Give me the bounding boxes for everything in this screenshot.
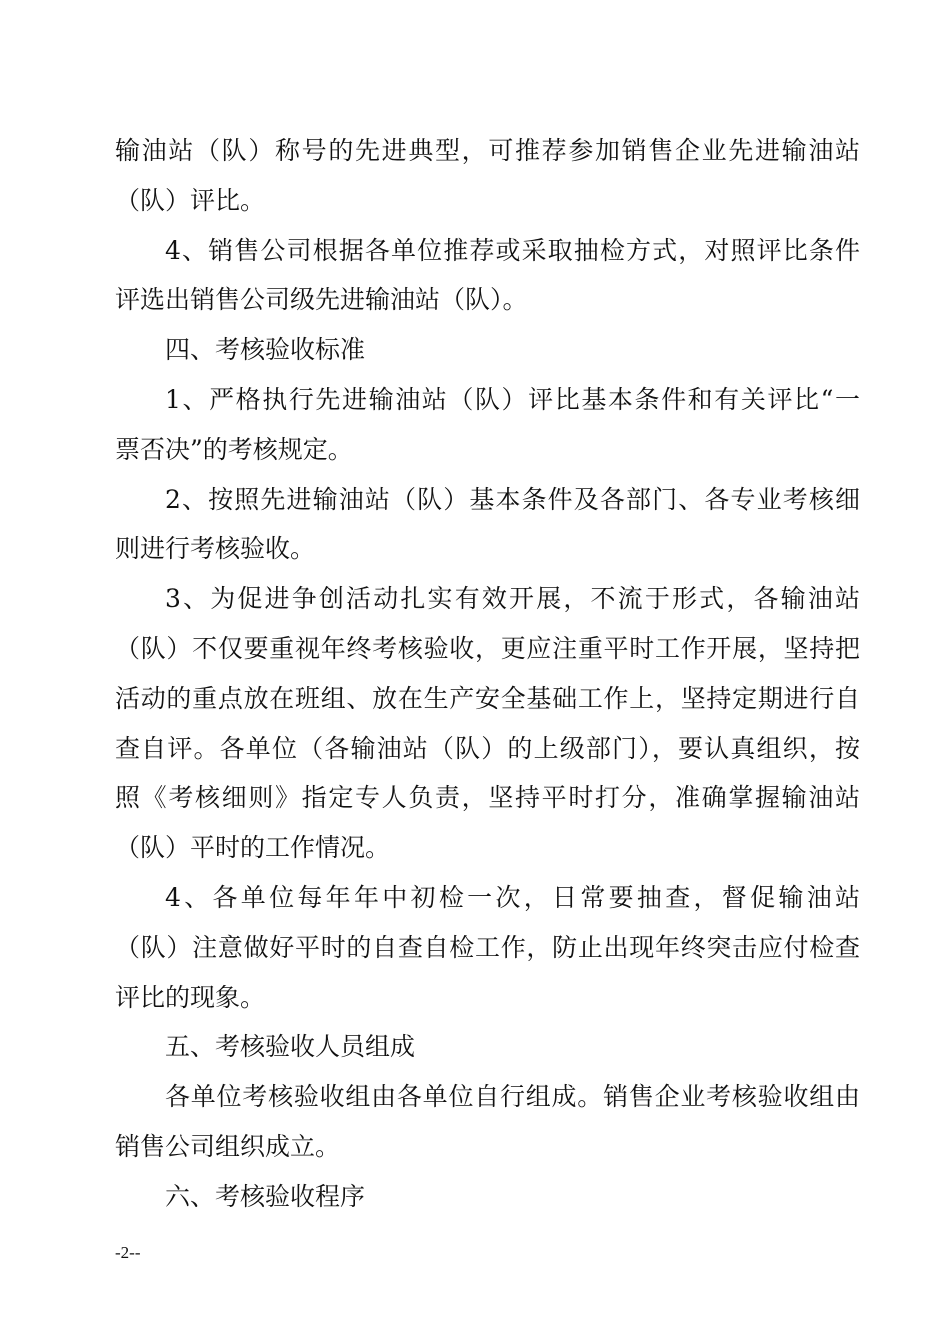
body-text <box>115 126 860 1222</box>
paragraph-line: 输油站（队）称号的先进典型，可推荐参加销售企业先进输油站 <box>115 136 860 165</box>
paragraph-line: （队）评比。 <box>115 185 266 215</box>
paragraph-line: 照《考核细则》指定专人负责，坚持平时打分，准确掌握输油站 <box>115 783 860 813</box>
paragraph-line: 3、为促进争创活动扎实有效开展，不流于形式，各输油站 <box>165 584 860 614</box>
section-heading: 四、考核验收标准 <box>165 335 366 365</box>
paragraph-line: 评选出销售公司级先进输油站（队）。 <box>115 285 528 315</box>
page-number: -2-- <box>115 1243 141 1262</box>
paragraph-line: 则进行考核验收。 <box>115 534 316 564</box>
paragraph-line: 票否决”的考核规定。 <box>115 434 353 464</box>
paragraph-line: （队）不仅要重视年终考核验收，更应注重平时工作开展，坚持把 <box>115 633 860 663</box>
paragraph-line: （队）平时的工作情况。 <box>115 833 391 863</box>
paragraph-line: 查自评。各单位（各输油站（队）的上级部门），要认真组织，按 <box>115 733 860 763</box>
section-heading: 六、考核验收程序 <box>165 1181 366 1211</box>
paragraph-line: 销售公司组织成立。 <box>115 1131 341 1161</box>
paragraph-line: 4、各单位每年年中初检一次，日常要抽查，督促输油站 <box>165 882 860 912</box>
paragraph-line: 4、销售公司根据各单位推荐或采取抽检方式，对照评比条件 <box>165 235 860 265</box>
paragraph-line: 各单位考核验收组由各单位自行组成。销售企业考核验收组由 <box>165 1082 860 1112</box>
paragraph-line: 评比的现象。 <box>115 982 266 1012</box>
paragraph-line: 活动的重点放在班组、放在生产安全基础工作上，坚持定期进行自 <box>115 683 860 713</box>
paragraph-line: （队）注意做好平时的自查自检工作，防止出现年终突击应付检查 <box>115 932 860 962</box>
section-heading: 五、考核验收人员组成 <box>165 1032 416 1062</box>
paragraph-line: 1、严格执行先进输油站（队）评比基本条件和有关评比“一 <box>165 384 860 414</box>
paragraph-line: 2、按照先进输油站（队）基本条件及各部门、各专业考核细 <box>165 484 860 514</box>
